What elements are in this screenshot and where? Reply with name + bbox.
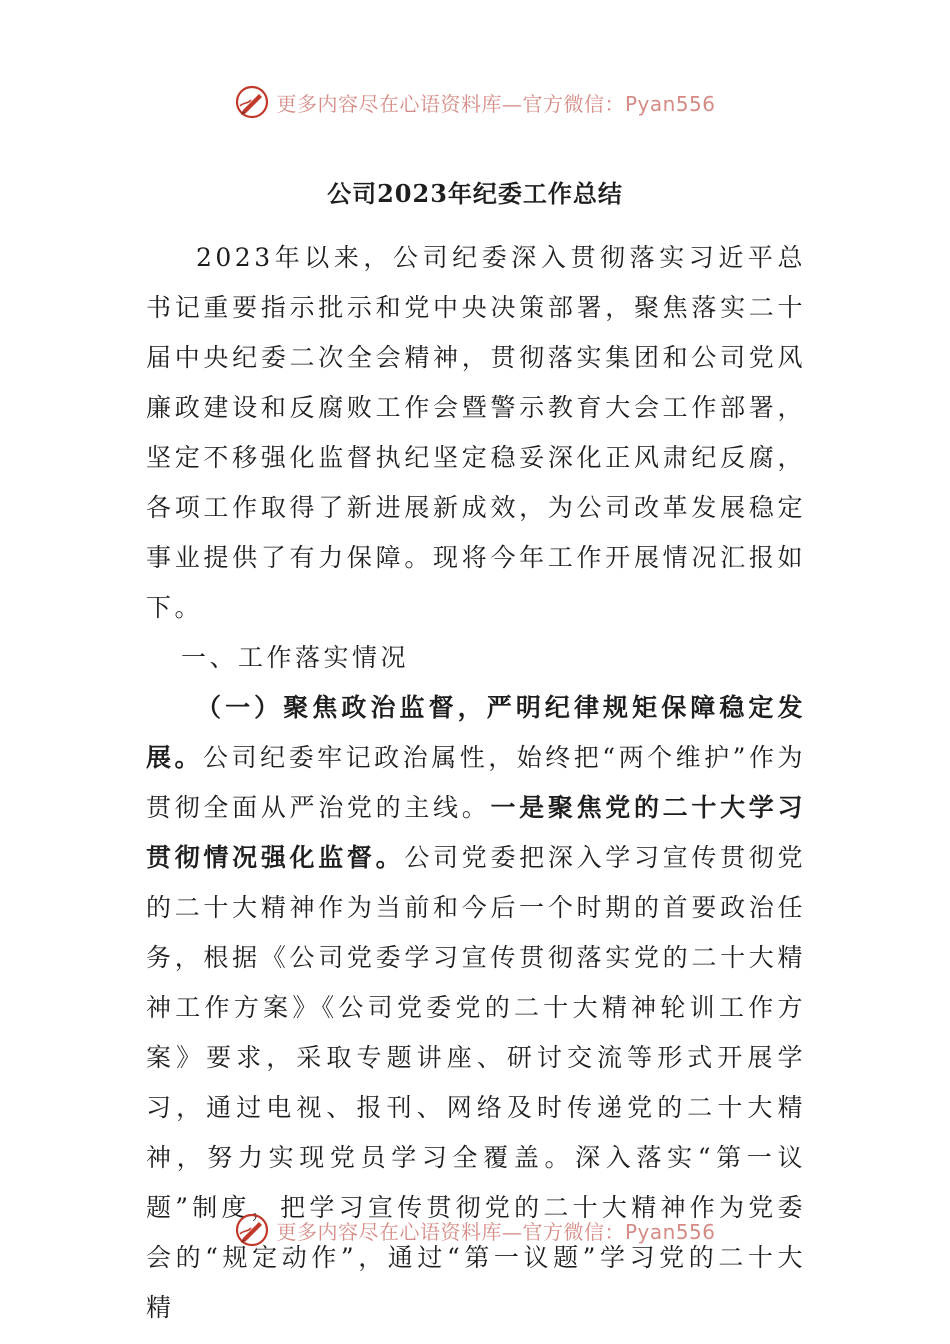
document-title: 公司2023年纪委工作总结	[327, 179, 623, 208]
pen-circle-icon	[234, 1212, 270, 1248]
subsection-bold-point: 一是聚焦党的二十大学习贯彻情况强化监督。	[146, 793, 806, 872]
intro-paragraph: 2023年以来，公司纪委深入贯彻落实习近平总书记重要指示批示和党中央决策部署，聚焦落实二十届中央纪委二次全会精神，贯彻落实集团和公司党风廉政建设和反腐败工作会暨警示教育大会工作部署，坚定不移强化监督执纪坚定稳妥深化正风肃纪反腐，各项工作取得了新进展新成效，为公司改革发展稳定事业提供了有力保障。现将今年工作开展情况汇报如下。	[146, 243, 806, 622]
document-body	[146, 233, 806, 1333]
watermark-text: 更多内容尽在心语资料库—官方微信：Pyan556	[276, 1219, 716, 1244]
subsection-heading: （一）聚焦政治监督，严明纪律规矩保障稳定发展。	[146, 693, 806, 772]
section-heading: 一、工作落实情况	[181, 643, 410, 672]
watermark-footer	[0, 1210, 950, 1250]
watermark-text: 更多内容尽在心语资料库—官方微信：Pyan556	[276, 91, 716, 116]
pen-circle-icon	[234, 84, 270, 120]
watermark-header	[0, 82, 950, 122]
subsection-text-1: 公司纪委牢记政治属性，始终把“两个维护”作为贯彻全面从严治党的主线。	[146, 743, 806, 822]
subsection-text-2: 公司党委把深入学习宣传贯彻党的二十大精神作为当前和今后一个时期的首要政治任务，根据《公司党委学习宣传贯彻落实党的二十大精神工作方案》《公司党委党的二十大精神轮训工作方案》要求，采取专题讲座、研讨交流等形式开展学习，通过电视、报刊、网络及时传递党的二十大精神，努力实现党员学习全覆盖。深入落实“第一议题”制度，把学习宣传贯彻党的二十大精神作为党委会的“规定动作”，通过“第一议题”学习党的二十大精	[146, 843, 806, 1322]
